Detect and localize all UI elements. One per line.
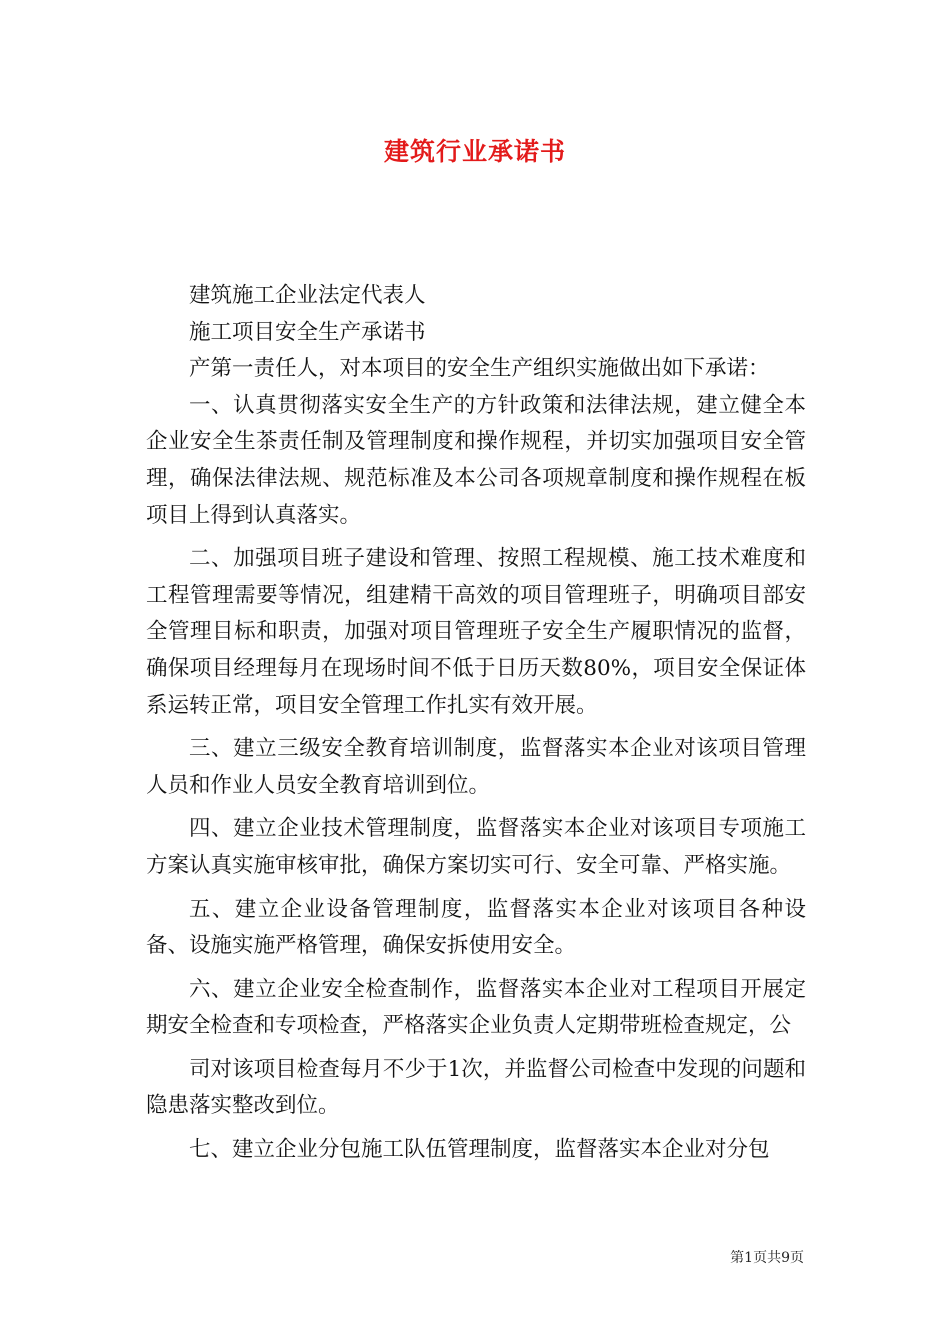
paragraph: 产第一责任人，对本项目的安全生产组织实施做出如下承诺： (189, 356, 770, 382)
paragraph: 建筑施工企业法定代表人 (189, 283, 426, 308)
document-title: 建筑行业承诺书 (383, 137, 566, 166)
paragraph: 施工项目安全生产承诺书 (189, 319, 426, 345)
paragraph: 四、建立企业技术管理制度，监督落实本企业对该项目专项施工方案认真实施审核审批，确保方案切实可行、安全可靠、严格实施。 (146, 816, 806, 878)
paragraph: 六、建立企业安全检查制作，监督落实本企业对工程项目开展定期安全检查和专项检查，严格落实企业负责人定期带班检查规定，公 (146, 976, 806, 1039)
paragraph: 二、加强项目班子建设和管理、按照工程规模、施工技术难度和工程管理需要等情况，组建精干高效的项目管理班子，明确项目部安全管理目标和职责，加强对项目管理班子安全生产履职情况的监督，确保项目经理每月在现场时间不低于日历天数80%，项目安全保证体系运转正常，项目安全管理工作扎实有效开展。 (146, 546, 806, 718)
paragraph: 司对该项目检查每月不少于1次，并监督公司检查中发现的问题和隐患落实整改到位。 (146, 1056, 806, 1119)
paragraph: 七、建立企业分包施工队伍管理制度，监督落实本企业对分包 (189, 1137, 770, 1163)
paragraph: 一、认真贯彻落实安全生产的方针政策和法律法规，建立健全本企业安全生茶责任制及管理制度和操作规程，并切实加强项目安全管理，确保法律法规、规范标准及本公司各项规章制度和操作规程在板项目上得到认真落实。 (146, 392, 806, 528)
document-body (146, 278, 806, 1169)
page-number: 第1页共9页 (730, 1250, 804, 1266)
paragraph: 三、建立三级安全教育培训制度，监督落实本企业对该项目管理人员和作业人员安全教育培训到位。 (146, 736, 806, 798)
paragraph: 五、建立企业设备管理制度，监督落实本企业对该项目各种设备、设施实施严格管理，确保安拆使用安全。 (146, 896, 806, 959)
